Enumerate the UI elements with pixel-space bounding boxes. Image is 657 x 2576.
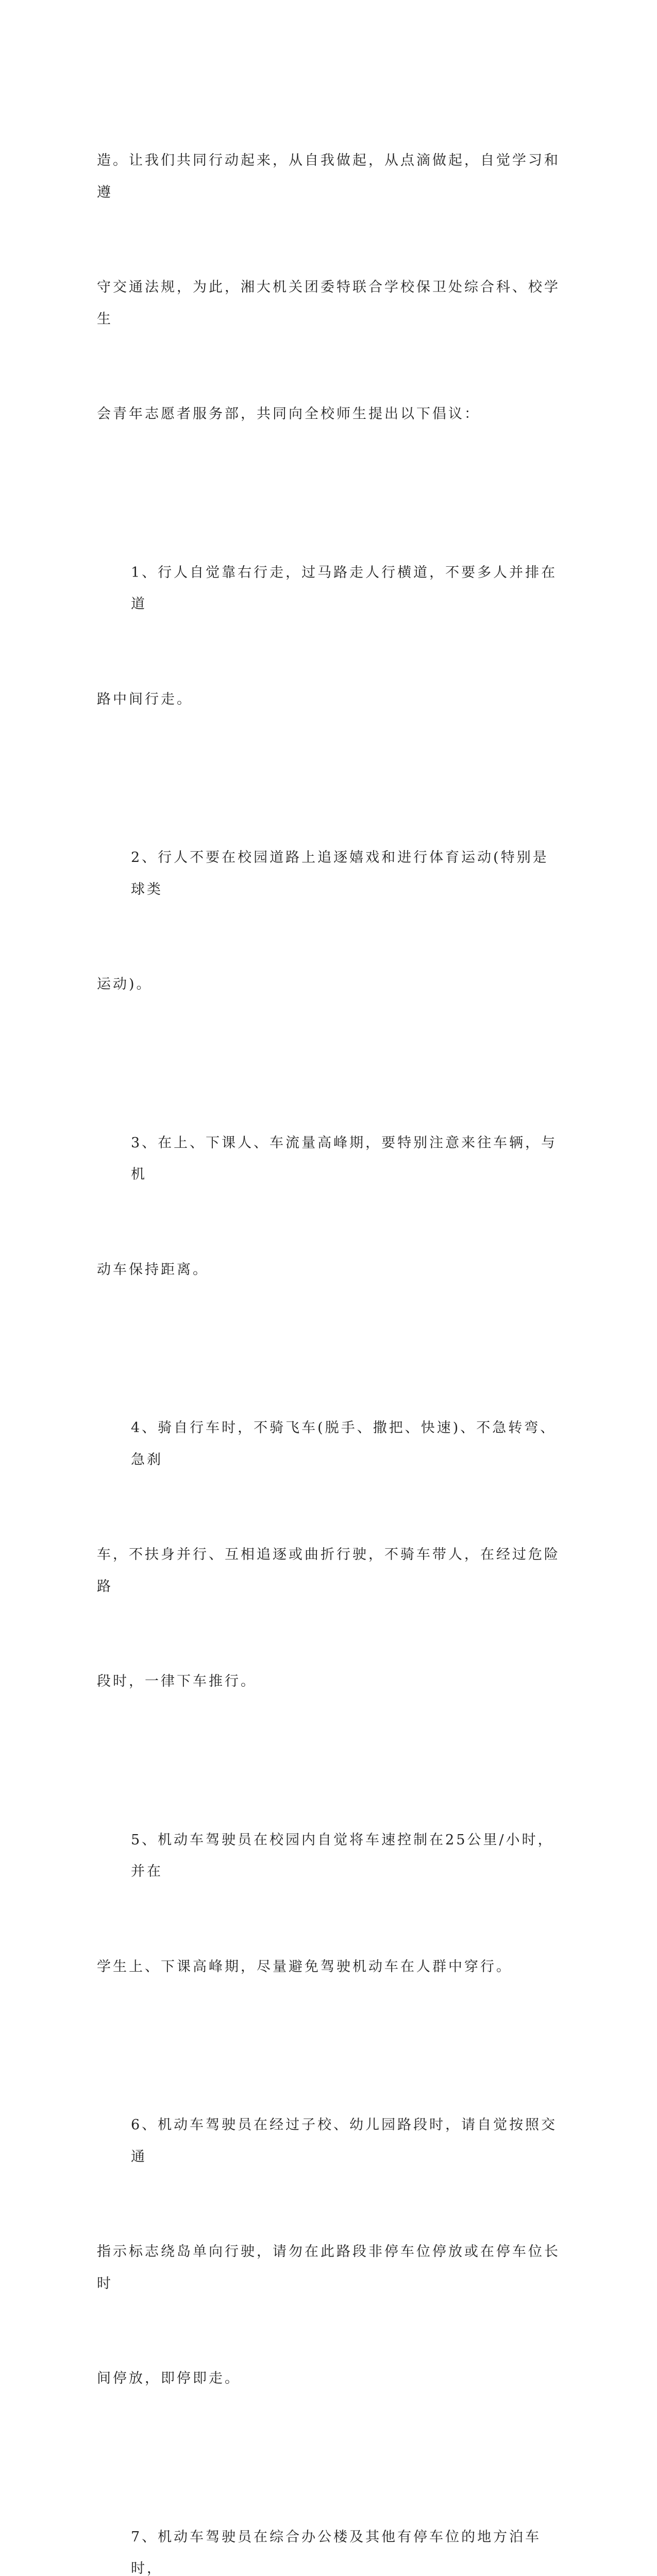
proposal-item-2-line-2: 运动)。	[97, 969, 561, 1001]
proposal-item-6	[97, 2046, 561, 2458]
proposal-item-5-line-2: 学生上、下课高峰期，尽量避免驾驶机动车在人群中穿行。	[97, 1951, 561, 1983]
proposal-item-3-line-1: 3、在上、下课人、车流量高峰期，要特别注意来往车辆，与机	[97, 1127, 561, 1191]
proposal-item-4-line-2: 车，不扶身并行、互相追逐或曲折行驶，不骑车带人，在经过危险路	[97, 1539, 561, 1602]
proposal-item-1-line-1: 1、行人自觉靠右行走，过马路走人行横道，不要多人并排在道	[97, 557, 561, 620]
proposal-item-2-line-1: 2、行人不要在校园道路上追逐嬉戏和进行体育运动(特别是球类	[97, 842, 561, 905]
proposal-item-3	[97, 1064, 561, 1349]
intro-line-2: 守交通法规，为此，湘大机关团委特联合学校保卫处综合科、校学生	[97, 272, 561, 335]
proposal-item-5	[97, 1761, 561, 2046]
intro-line-3: 会青年志愿者服务部，共同向全校师生提出以下倡议：	[97, 398, 561, 430]
intro-paragraph	[97, 81, 561, 494]
proposal-item-3-line-2: 动车保持距离。	[97, 1254, 561, 1286]
proposal-item-1-line-2: 路中间行走。	[97, 684, 561, 716]
proposal-item-6-line-3: 间停放，即停即走。	[97, 2363, 561, 2395]
proposal-item-2	[97, 778, 561, 1064]
proposal-item-1	[97, 494, 561, 779]
proposal-item-4-line-1: 4、骑自行车时，不骑飞车(脱手、撒把、快速)、不急转弯、急刹	[97, 1412, 561, 1476]
proposal-item-4-line-3: 段时，一律下车推行。	[97, 1666, 561, 1698]
document-page	[0, 0, 657, 850]
intro-line-1: 造。让我们共同行动起来，从自我做起，从点滴做起，自觉学习和遵	[97, 145, 561, 208]
proposal-item-4	[97, 1349, 561, 1761]
proposal-item-7	[97, 2458, 561, 2576]
proposal-item-7-line-1: 7、机动车驾驶员在综合办公楼及其他有停车位的地方泊车时，	[97, 2521, 561, 2576]
document-body	[97, 81, 561, 2576]
proposal-item-5-line-1: 5、机动车驾驶员在校园内自觉将车速控制在25公里/小时，并在	[97, 1824, 561, 1888]
proposal-item-6-line-2: 指示标志绕岛单向行驶，请勿在此路段非停车位停放或在停车位长时	[97, 2236, 561, 2299]
proposal-item-6-line-1: 6、机动车驾驶员在经过子校、幼儿园路段时，请自觉按照交通	[97, 2109, 561, 2173]
